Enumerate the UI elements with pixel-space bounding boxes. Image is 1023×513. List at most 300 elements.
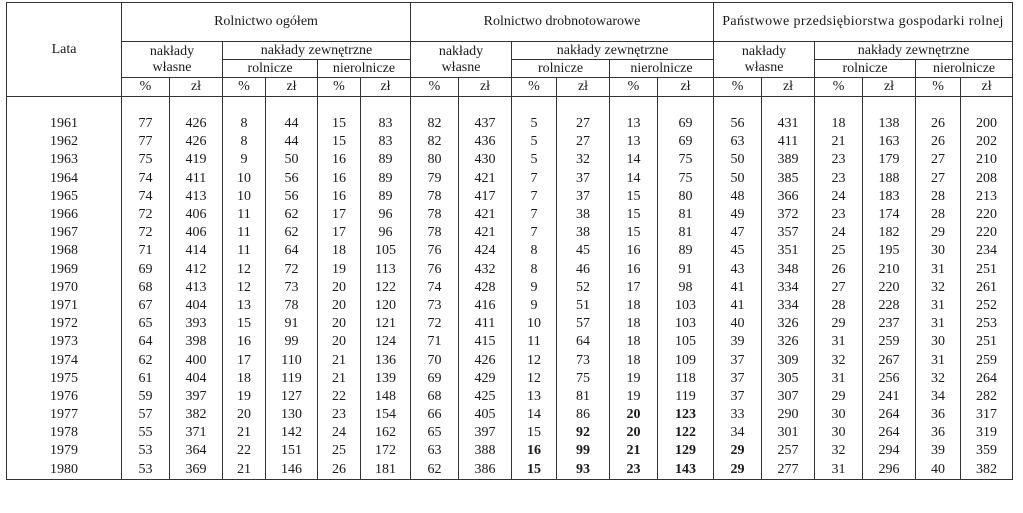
value-cell: 15 <box>318 115 361 133</box>
table-row <box>7 351 1013 369</box>
value-cell: 122 <box>361 279 411 297</box>
year-cell: 1966 <box>7 206 122 224</box>
value-cell: 10 <box>512 315 557 333</box>
value-cell: 15 <box>512 461 557 480</box>
value-cell: 213 <box>961 188 1013 206</box>
value-cell: 388 <box>459 442 512 460</box>
value-cell: 71 <box>411 333 459 351</box>
value-cell: 404 <box>170 370 223 388</box>
value-cell: 414 <box>170 242 223 260</box>
value-cell: 252 <box>961 297 1013 315</box>
value-cell: 39 <box>916 442 961 460</box>
value-cell: 93 <box>557 461 610 480</box>
value-cell: 27 <box>557 133 610 151</box>
spacer-cell <box>7 97 122 116</box>
value-cell: 69 <box>658 133 714 151</box>
value-cell: 83 <box>361 115 411 133</box>
year-cell: 1972 <box>7 315 122 333</box>
value-cell: 264 <box>863 406 916 424</box>
spacer-cell <box>223 97 266 116</box>
value-cell: 20 <box>610 424 658 442</box>
value-cell: 105 <box>361 242 411 260</box>
value-cell: 62 <box>266 224 318 242</box>
value-cell: 118 <box>658 370 714 388</box>
value-cell: 234 <box>961 242 1013 260</box>
value-cell: 326 <box>762 333 815 351</box>
table-row <box>7 115 1013 133</box>
header-unit-percent: % <box>815 78 863 97</box>
value-cell: 404 <box>170 297 223 315</box>
value-cell: 55 <box>122 424 170 442</box>
value-cell: 261 <box>961 279 1013 297</box>
value-cell: 130 <box>266 406 318 424</box>
year-cell: 1964 <box>7 170 122 188</box>
table-row <box>7 406 1013 424</box>
value-cell: 411 <box>762 133 815 151</box>
table-row <box>7 133 1013 151</box>
table-row <box>7 151 1013 169</box>
value-cell: 419 <box>170 151 223 169</box>
value-cell: 70 <box>411 351 459 369</box>
value-cell: 32 <box>916 279 961 297</box>
value-cell: 32 <box>916 370 961 388</box>
value-cell: 348 <box>762 261 815 279</box>
value-cell: 15 <box>318 133 361 151</box>
value-cell: 17 <box>318 224 361 242</box>
value-cell: 78 <box>411 224 459 242</box>
spacer-cell <box>411 97 459 116</box>
value-cell: 82 <box>411 133 459 151</box>
value-cell: 139 <box>361 370 411 388</box>
value-cell: 119 <box>266 370 318 388</box>
value-cell: 29 <box>916 224 961 242</box>
value-cell: 277 <box>762 461 815 480</box>
value-cell: 81 <box>658 224 714 242</box>
value-cell: 103 <box>658 297 714 315</box>
value-cell: 14 <box>610 170 658 188</box>
value-cell: 11 <box>223 224 266 242</box>
value-cell: 188 <box>863 170 916 188</box>
table-row <box>7 188 1013 206</box>
table-row <box>7 315 1013 333</box>
value-cell: 91 <box>658 261 714 279</box>
value-cell: 385 <box>762 170 815 188</box>
value-cell: 12 <box>223 279 266 297</box>
value-cell: 62 <box>266 206 318 224</box>
value-cell: 74 <box>122 170 170 188</box>
spacer-cell <box>557 97 610 116</box>
value-cell: 18 <box>610 297 658 315</box>
value-cell: 47 <box>714 224 762 242</box>
header-unit-zloty: zł <box>658 78 714 97</box>
value-cell: 31 <box>916 261 961 279</box>
header-unit-percent: % <box>223 78 266 97</box>
value-cell: 8 <box>223 115 266 133</box>
header-unit-zloty: zł <box>762 78 815 97</box>
header-unit-zloty: zł <box>170 78 223 97</box>
value-cell: 5 <box>512 133 557 151</box>
value-cell: 30 <box>815 406 863 424</box>
header-group-rolnictwo-drobnotowarowe: Rolnictwo drobnotowarowe <box>411 3 714 42</box>
value-cell: 7 <box>512 224 557 242</box>
value-cell: 30 <box>815 424 863 442</box>
value-cell: 13 <box>610 133 658 151</box>
value-cell: 259 <box>863 333 916 351</box>
value-cell: 200 <box>961 115 1013 133</box>
value-cell: 41 <box>714 297 762 315</box>
header-naklady-zewnetrzne: nakłady zewnętrzne <box>223 42 411 60</box>
statistics-table <box>6 2 1013 480</box>
value-cell: 32 <box>557 151 610 169</box>
value-cell: 416 <box>459 297 512 315</box>
value-cell: 21 <box>318 370 361 388</box>
value-cell: 119 <box>658 388 714 406</box>
table-row <box>7 242 1013 260</box>
spacer-cell <box>961 97 1013 116</box>
value-cell: 12 <box>512 370 557 388</box>
value-cell: 11 <box>512 333 557 351</box>
value-cell: 400 <box>170 351 223 369</box>
header-unit-zloty: zł <box>557 78 610 97</box>
value-cell: 142 <box>266 424 318 442</box>
table-row <box>7 279 1013 297</box>
value-cell: 121 <box>361 315 411 333</box>
value-cell: 28 <box>916 206 961 224</box>
year-cell: 1963 <box>7 151 122 169</box>
header-unit-percent: % <box>411 78 459 97</box>
value-cell: 426 <box>170 133 223 151</box>
header-naklady-zewnetrzne: nakłady zewnętrzne <box>815 42 1013 60</box>
value-cell: 13 <box>512 388 557 406</box>
value-cell: 9 <box>512 279 557 297</box>
value-cell: 18 <box>610 351 658 369</box>
value-cell: 326 <box>762 315 815 333</box>
value-cell: 386 <box>459 461 512 480</box>
value-cell: 75 <box>658 170 714 188</box>
value-cell: 69 <box>122 261 170 279</box>
value-cell: 220 <box>961 224 1013 242</box>
value-cell: 110 <box>266 351 318 369</box>
value-cell: 89 <box>658 242 714 260</box>
value-cell: 76 <box>411 242 459 260</box>
value-cell: 27 <box>815 279 863 297</box>
value-cell: 63 <box>411 442 459 460</box>
value-cell: 412 <box>170 261 223 279</box>
value-cell: 22 <box>223 442 266 460</box>
value-cell: 51 <box>557 297 610 315</box>
value-cell: 56 <box>714 115 762 133</box>
header-group-rolnictwo-ogolem: Rolnictwo ogółem <box>122 3 411 42</box>
value-cell: 12 <box>512 351 557 369</box>
value-cell: 251 <box>961 261 1013 279</box>
spacer-cell <box>762 97 815 116</box>
value-cell: 34 <box>916 388 961 406</box>
table-row <box>7 261 1013 279</box>
value-cell: 74 <box>122 188 170 206</box>
value-cell: 8 <box>512 261 557 279</box>
value-cell: 15 <box>512 424 557 442</box>
table-row <box>7 170 1013 188</box>
year-cell: 1965 <box>7 188 122 206</box>
value-cell: 50 <box>714 151 762 169</box>
value-cell: 8 <box>512 242 557 260</box>
value-cell: 406 <box>170 224 223 242</box>
value-cell: 309 <box>762 351 815 369</box>
value-cell: 27 <box>916 170 961 188</box>
value-cell: 411 <box>459 315 512 333</box>
value-cell: 154 <box>361 406 411 424</box>
value-cell: 37 <box>714 370 762 388</box>
value-cell: 16 <box>610 242 658 260</box>
value-cell: 7 <box>512 170 557 188</box>
value-cell: 317 <box>961 406 1013 424</box>
value-cell: 31 <box>815 461 863 480</box>
value-cell: 72 <box>122 224 170 242</box>
value-cell: 127 <box>266 388 318 406</box>
header-unit-zloty: zł <box>863 78 916 97</box>
value-cell: 124 <box>361 333 411 351</box>
value-cell: 43 <box>714 261 762 279</box>
value-cell: 99 <box>557 442 610 460</box>
header-unit-percent: % <box>122 78 170 97</box>
value-cell: 181 <box>361 461 411 480</box>
value-cell: 75 <box>557 370 610 388</box>
table-row <box>7 224 1013 242</box>
value-cell: 75 <box>658 151 714 169</box>
value-cell: 357 <box>762 224 815 242</box>
value-cell: 334 <box>762 297 815 315</box>
value-cell: 398 <box>170 333 223 351</box>
value-cell: 179 <box>863 151 916 169</box>
value-cell: 256 <box>863 370 916 388</box>
value-cell: 61 <box>122 370 170 388</box>
value-cell: 11 <box>223 206 266 224</box>
value-cell: 81 <box>557 388 610 406</box>
year-cell: 1971 <box>7 297 122 315</box>
value-cell: 49 <box>714 206 762 224</box>
value-cell: 27 <box>916 151 961 169</box>
value-cell: 5 <box>512 151 557 169</box>
value-cell: 122 <box>658 424 714 442</box>
value-cell: 64 <box>266 242 318 260</box>
value-cell: 26 <box>815 261 863 279</box>
value-cell: 129 <box>658 442 714 460</box>
year-cell: 1967 <box>7 224 122 242</box>
table-row <box>7 206 1013 224</box>
value-cell: 73 <box>266 279 318 297</box>
value-cell: 18 <box>223 370 266 388</box>
year-cell: 1979 <box>7 442 122 460</box>
value-cell: 81 <box>658 206 714 224</box>
value-cell: 307 <box>762 388 815 406</box>
value-cell: 431 <box>762 115 815 133</box>
table-body <box>7 97 1013 480</box>
value-cell: 421 <box>459 206 512 224</box>
value-cell: 79 <box>411 170 459 188</box>
value-cell: 20 <box>223 406 266 424</box>
value-cell: 72 <box>411 315 459 333</box>
value-cell: 32 <box>815 442 863 460</box>
value-cell: 31 <box>916 351 961 369</box>
value-cell: 19 <box>610 370 658 388</box>
value-cell: 67 <box>122 297 170 315</box>
value-cell: 23 <box>318 406 361 424</box>
value-cell: 13 <box>223 297 266 315</box>
value-cell: 364 <box>170 442 223 460</box>
value-cell: 72 <box>266 261 318 279</box>
value-cell: 50 <box>266 151 318 169</box>
value-cell: 397 <box>170 388 223 406</box>
value-cell: 23 <box>815 151 863 169</box>
spacer-cell <box>714 97 762 116</box>
value-cell: 415 <box>459 333 512 351</box>
value-cell: 76 <box>411 261 459 279</box>
value-cell: 210 <box>961 151 1013 169</box>
value-cell: 62 <box>122 351 170 369</box>
header-nierolnicze: nierolnicze <box>610 60 714 78</box>
value-cell: 182 <box>863 224 916 242</box>
value-cell: 46 <box>557 261 610 279</box>
spacer-cell <box>916 97 961 116</box>
value-cell: 174 <box>863 206 916 224</box>
value-cell: 80 <box>411 151 459 169</box>
header-unit-percent: % <box>916 78 961 97</box>
year-cell: 1969 <box>7 261 122 279</box>
value-cell: 29 <box>714 442 762 460</box>
value-cell: 21 <box>610 442 658 460</box>
value-cell: 16 <box>610 261 658 279</box>
value-cell: 15 <box>610 206 658 224</box>
value-cell: 91 <box>266 315 318 333</box>
value-cell: 34 <box>714 424 762 442</box>
value-cell: 37 <box>714 388 762 406</box>
value-cell: 424 <box>459 242 512 260</box>
value-cell: 24 <box>318 424 361 442</box>
value-cell: 78 <box>411 188 459 206</box>
spacer-cell <box>459 97 512 116</box>
year-cell: 1974 <box>7 351 122 369</box>
value-cell: 69 <box>411 370 459 388</box>
header-unit-zloty: zł <box>266 78 318 97</box>
value-cell: 28 <box>815 297 863 315</box>
value-cell: 16 <box>223 333 266 351</box>
spacer-cell <box>170 97 223 116</box>
value-cell: 143 <box>658 461 714 480</box>
value-cell: 26 <box>318 461 361 480</box>
value-cell: 282 <box>961 388 1013 406</box>
value-cell: 301 <box>762 424 815 442</box>
value-cell: 13 <box>610 115 658 133</box>
value-cell: 7 <box>512 188 557 206</box>
value-cell: 20 <box>318 279 361 297</box>
header-naklady-zewnetrzne: nakłady zewnętrzne <box>512 42 714 60</box>
value-cell: 220 <box>863 279 916 297</box>
value-cell: 10 <box>223 170 266 188</box>
value-cell: 296 <box>863 461 916 480</box>
value-cell: 372 <box>762 206 815 224</box>
value-cell: 421 <box>459 224 512 242</box>
value-cell: 39 <box>714 333 762 351</box>
value-cell: 413 <box>170 188 223 206</box>
value-cell: 319 <box>961 424 1013 442</box>
header-lata: Lata <box>7 3 122 97</box>
header-naklady-wlasne: nakłady własne <box>122 42 223 78</box>
value-cell: 32 <box>815 351 863 369</box>
value-cell: 413 <box>170 279 223 297</box>
value-cell: 23 <box>815 170 863 188</box>
value-cell: 77 <box>122 115 170 133</box>
value-cell: 9 <box>512 297 557 315</box>
value-cell: 406 <box>170 206 223 224</box>
value-cell: 411 <box>170 170 223 188</box>
value-cell: 56 <box>266 188 318 206</box>
value-cell: 73 <box>411 297 459 315</box>
value-cell: 28 <box>916 188 961 206</box>
value-cell: 148 <box>361 388 411 406</box>
header-naklady-wlasne: nakłady własne <box>714 42 815 78</box>
value-cell: 71 <box>122 242 170 260</box>
value-cell: 259 <box>961 351 1013 369</box>
value-cell: 29 <box>815 388 863 406</box>
year-cell: 1980 <box>7 461 122 480</box>
value-cell: 25 <box>815 242 863 260</box>
value-cell: 64 <box>557 333 610 351</box>
value-cell: 44 <box>266 133 318 151</box>
spacer-cell <box>815 97 863 116</box>
table-row <box>7 442 1013 460</box>
value-cell: 334 <box>762 279 815 297</box>
value-cell: 430 <box>459 151 512 169</box>
value-cell: 27 <box>557 115 610 133</box>
value-cell: 89 <box>361 151 411 169</box>
year-cell: 1968 <box>7 242 122 260</box>
value-cell: 228 <box>863 297 916 315</box>
value-cell: 68 <box>122 279 170 297</box>
value-cell: 77 <box>122 133 170 151</box>
header-unit-zloty: zł <box>361 78 411 97</box>
value-cell: 65 <box>411 424 459 442</box>
value-cell: 82 <box>411 115 459 133</box>
value-cell: 351 <box>762 242 815 260</box>
value-cell: 202 <box>961 133 1013 151</box>
value-cell: 20 <box>318 297 361 315</box>
value-cell: 96 <box>361 206 411 224</box>
value-cell: 40 <box>916 461 961 480</box>
spacer-cell <box>658 97 714 116</box>
value-cell: 18 <box>318 242 361 260</box>
value-cell: 136 <box>361 351 411 369</box>
table-row <box>7 370 1013 388</box>
value-cell: 45 <box>714 242 762 260</box>
value-cell: 80 <box>658 188 714 206</box>
value-cell: 38 <box>557 206 610 224</box>
value-cell: 66 <box>411 406 459 424</box>
value-cell: 18 <box>610 315 658 333</box>
value-cell: 253 <box>961 315 1013 333</box>
value-cell: 294 <box>863 442 916 460</box>
value-cell: 37 <box>557 188 610 206</box>
value-cell: 16 <box>512 442 557 460</box>
value-cell: 26 <box>916 133 961 151</box>
value-cell: 23 <box>610 461 658 480</box>
value-cell: 24 <box>815 224 863 242</box>
value-cell: 31 <box>916 315 961 333</box>
value-cell: 208 <box>961 170 1013 188</box>
value-cell: 98 <box>658 279 714 297</box>
header-unit-zloty: zł <box>459 78 512 97</box>
value-cell: 359 <box>961 442 1013 460</box>
value-cell: 267 <box>863 351 916 369</box>
